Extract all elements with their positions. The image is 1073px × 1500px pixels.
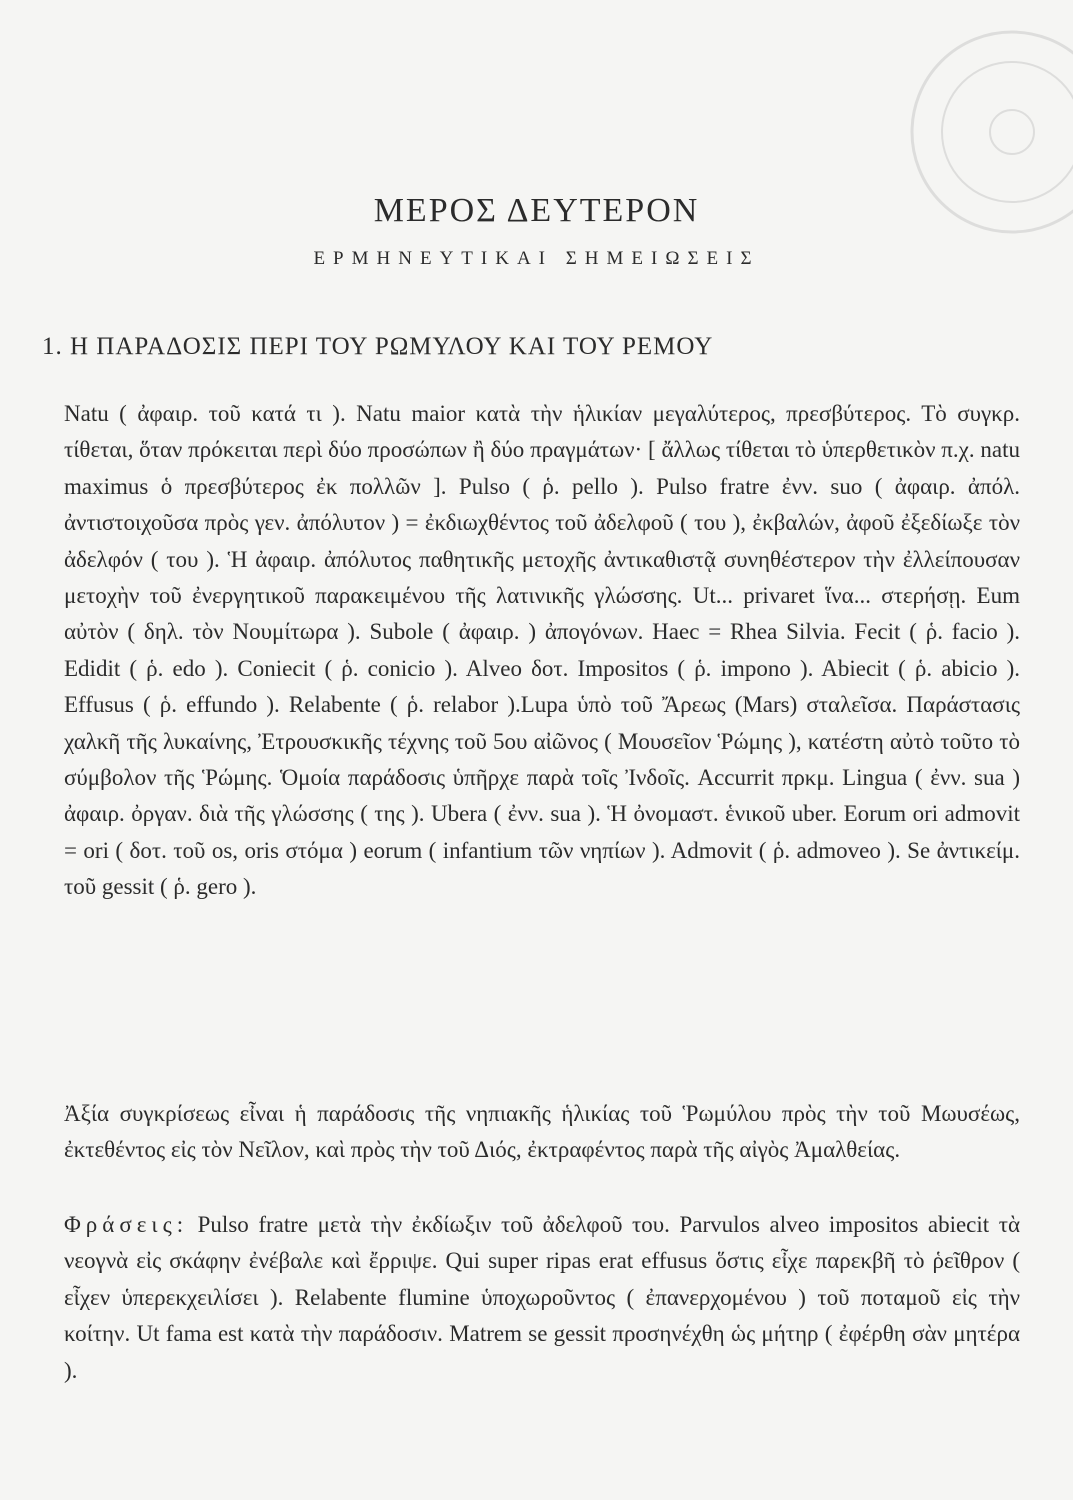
section-heading: 1. Η ΠΑΡΑΔΟΣΙΣ ΠΕΡΙ ΤΟΥ ΡΩΜΥΛΟΥ ΚΑΙ ΤΟΥ ΡΕΜΟΥ [42,333,714,360]
commentary-paragraph: Natu ( ἀφαιρ. τοῦ κατά τι ). Natu maior κατὰ τὴν ἡλικίαν μεγαλύτερος, πρεσβύτερος. Τὸ συγκρ. τίθεται, ὅταν πρόκειται περὶ δύο προσώπων ἢ δύο πραγμάτων· [ ἄλλως τίθεται τὸ ὑπερθετικὸν π.χ. natu maximus ὁ πρεσβύτερος ἐκ πολλῶν ]. Pulso ( ῥ. pello ). Pulso fratre ἐνν. suo ( ἀφαιρ. ἀπόλ. ἀντιστοιχοῦσα πρὸς γεν. ἀπόλυτον ) = ἐκδιωχθέντος τοῦ ἀδελφοῦ ( του ), ἐκβαλών, ἀφοῦ ἐξεδίωξε τὸν ἀδελφόν ( του ). Ἡ ἀφαιρ. ἀπόλυτος παθητικῆς μετοχῆς ἀντικαθιστᾷ συνηθέστερον τὴν ἐλλείπουσαν μετοχὴν τοῦ ἐνεργητικοῦ παρακειμένου τῆς λατινικῆς γλώσσης. Ut... privaret ἵνα... στερήσῃ. Eum αὐτὸν ( δηλ. τὸν Νουμίτωρα ). Subole ( ἀφαιρ. ) ἀπογόνων. Haec = Rhea Silvia. Fecit ( ῥ. facio ). Edidit ( ῥ. edo ). Coniecit ( ῥ. conicio ). Alveo δοτ. Impositos ( ῥ. impono ). Abiecit ( ῥ. abicio ). Effusus ( ῥ. effundo ). Relabente ( ῥ. relabor ).Lupa ὑπὸ τοῦ Ἄρεως (Mars) σταλεῖσα. Παράστασις χαλκῆ τῆς λυκαίνης, Ἐτρουσκικῆς τέχνης τοῦ 5ου αἰῶνος ( Μουσεῖον Ῥώμης ), κατέστη αὐτὸ τοῦτο τὸ σύμβολον τῆς Ῥώμης. Ὁμοία παράδοσις ὑπῆρχε παρὰ τοῖς Ἰνδοῖς. Accurrit πρκμ. Lingua ( ἐνν. sua ) ἀφαιρ. ὀργαν. διὰ τῆς γλώσσης ( της ). Ubera ( ἐνν. sua ). Ἡ ὀνομαστ. ἑνικοῦ uber. Eorum ori admovit = ori ( δοτ. τοῦ os, oris στόμα ) eorum ( infantium τῶν νηπίων ). Admovit ( ῥ. admoveo ). Se ἀντικείμ. τοῦ gessit ( ῥ. gero ). [64,401,1020,900]
comparison-paragraph [64,1096,1020,1169]
part-subtitle: ΕΡΜΗΝΕΥΤΙΚΑΙ ΣΗΜΕΙΩΣΕΙΣ [313,248,760,269]
part-title: ΜΕΡΟΣ ΔΕΥΤΕΡΟΝ [373,192,700,229]
phrases-text: Pulso fratre μετὰ τὴν ἐκδίωξιν τοῦ ἀδελφοῦ του. Parvulos alveo impositos abiecit τὰ νεογνὰ εἰς σκάφην ἐνέβαλε καὶ ἔρριψε. Qui super ripas erat effusus ὅστις εἶχε παρεκβῆ τὸ ῥεῖθρον ( εἶχεν ὑπερεκχειλίσει ). Relabente flumine ὑποχωροῦντος ( ἐπανερχομένου ) τοῦ ποταμοῦ εἰς τὴν κοίτην. Ut fama est κατὰ τὴν παράδοσιν. Matrem se gessit προσηνέχθη ὡς μήτηρ ( ἐφέρθη σὰν μητέρα ). [64,1212,1020,1383]
phrases-label: Φράσεις: [64,1212,189,1237]
comparison-text: Ἀξία συγκρίσεως εἶναι ἡ παράδοσις τῆς νηπιακῆς ἡλικίας τοῦ Ῥωμύλου πρὸς τὴν τοῦ Μωυσέως, ἐκτεθέντος εἰς τὸν Νεῖλον, καὶ πρὸς τὴν τοῦ Διός, ἐκτραφέντος παρὰ τῆς αἰγὸς Ἀμαλθείας. [64,1101,1020,1163]
phrases-paragraph [64,1207,1020,1389]
